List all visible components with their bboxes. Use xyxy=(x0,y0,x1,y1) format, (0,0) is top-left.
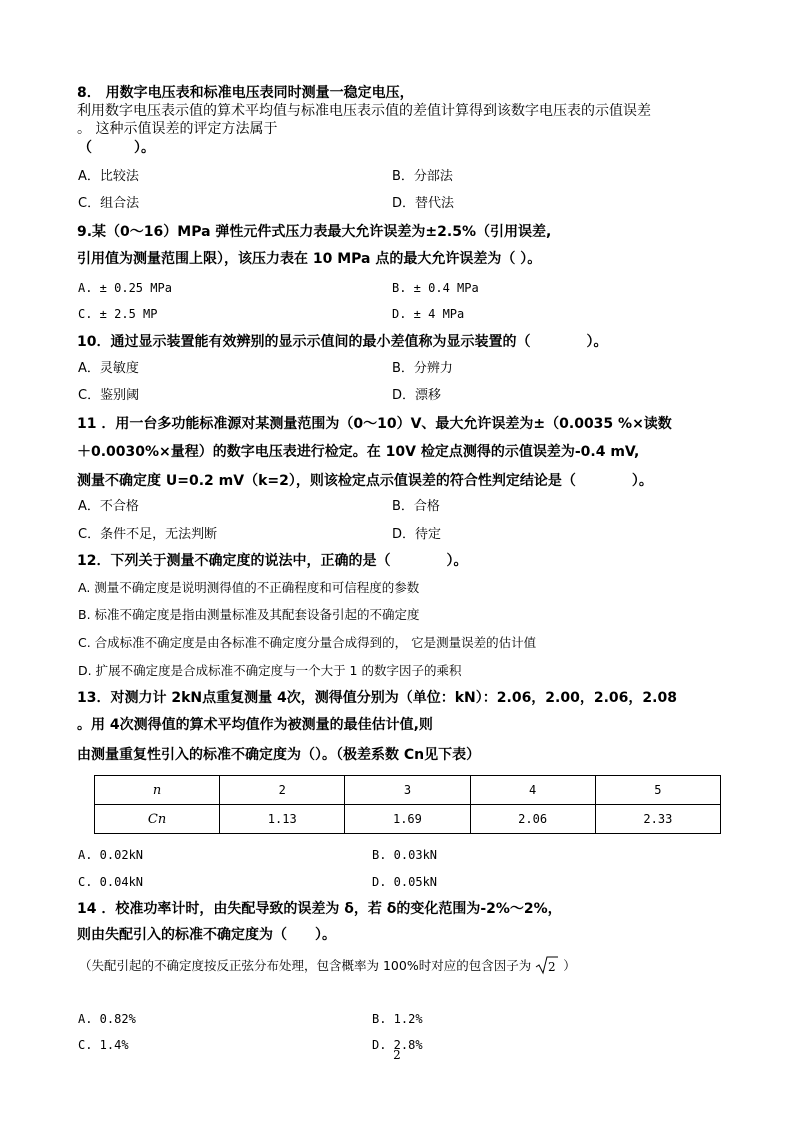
q14-stem-line1: 14 ．校准功率计时，由失配导致的误差为 δ，若 δ的变化范围为-2%～2%， xyxy=(77,901,562,917)
q11-option-d: D．待定 xyxy=(392,527,442,542)
q13-stem-line2: 。用 4次测得值的算术平均值作为被测量的最佳估计值,则 xyxy=(77,717,433,733)
q9-option-c: C. ± 2.5 MP xyxy=(78,307,158,321)
sqrt-icon xyxy=(535,955,559,975)
q8-option-d: D．替代法 xyxy=(392,196,455,211)
q8-stem-line2: 利用数字电压表示值的算术平均值与标准电压表示值的差值计算得到该数字电压表的示值误差 xyxy=(77,103,651,119)
range-coefficient-table xyxy=(94,775,721,834)
q13-option-b: B. 0.03kN xyxy=(372,848,438,862)
q11-stem-line2: ＋0.0030%×量程）的数字电压表进行检定。在 10V 检定点测得的示值误差为-0.4 mV, xyxy=(77,444,640,460)
q12-option-c: C. 合成标准不确定度是由各标准不确定度分量合成得到的， 它是测量误差的估计值 xyxy=(78,635,537,650)
q12-stem: 12．下列关于测量不确定度的说法中，正确的是（ ）。 xyxy=(77,553,468,569)
q9-option-a: A. ± 0.25 MPa xyxy=(78,281,172,295)
q11-stem-line3: 测量不确定度 U=0.2 mV（k=2），则该检定点示值误差的符合性判定结论是（ ）。 xyxy=(77,473,653,489)
q8-stem-line1: 8． 用数字电压表和标准电压表同时测量一稳定电压， xyxy=(77,85,414,101)
table-header-n: n xyxy=(95,776,220,805)
table-cell: 1.69 xyxy=(345,805,470,834)
q8-option-a: A．比较法 xyxy=(78,169,139,184)
q10-option-a: A．灵敏度 xyxy=(78,361,139,376)
table-cell: 1.13 xyxy=(220,805,345,834)
table-row xyxy=(95,776,721,805)
table-cell: 4 xyxy=(470,776,595,805)
q12-option-a: A. 测量不确定度是说明测得值的不正确程度和可信程度的参数 xyxy=(78,580,420,595)
q11-option-b: B．合格 xyxy=(392,499,440,514)
page-number: 2 xyxy=(393,1048,401,1062)
sqrt-expression xyxy=(535,955,559,975)
q8-option-c: C．组合法 xyxy=(78,196,140,211)
q10-option-d: D．漂移 xyxy=(392,388,442,403)
q12-option-b: B. 标准不确定度是指由测量标准及其配套设备引起的不确定度 xyxy=(78,607,420,622)
q11-option-a: A．不合格 xyxy=(78,499,139,514)
q10-option-b: B．分辨力 xyxy=(392,361,453,376)
q10-option-c: C．鉴别阈 xyxy=(78,388,140,403)
q9-stem-line2: 引用值为测量范围上限），该压力表在 10 MPa 点的最大允许误差为（ ）。 xyxy=(77,251,542,267)
q14-option-c: C. 1.4% xyxy=(78,1038,129,1052)
q9-option-b: B. ± 0.4 MPa xyxy=(392,281,479,295)
table-cell: 2 xyxy=(220,776,345,805)
q9-option-d: D. ± 4 MPa xyxy=(392,307,465,321)
q13-option-d: D. 0.05kN xyxy=(372,875,438,889)
q12-option-d: D. 扩展不确定度是合成标准不确定度与一个大于 1 的数字因子的乘积 xyxy=(78,663,462,678)
table-cell: 2.06 xyxy=(470,805,595,834)
q11-option-c: C．条件不足，无法判断 xyxy=(78,527,218,542)
q14-note xyxy=(79,955,576,975)
sqrt-value: 2 xyxy=(548,960,556,974)
q14-note-close: ） xyxy=(563,958,576,973)
table-row xyxy=(95,805,721,834)
table-header-cn: Cn xyxy=(95,805,220,834)
q14-option-b: B. 1.2% xyxy=(372,1012,423,1026)
q13-option-c: C. 0.04kN xyxy=(78,875,144,889)
q10-stem: 10．通过显示装置能有效辨别的显示示值间的最小差值称为显示装置的（ ）。 xyxy=(77,334,608,350)
q14-note-text: （失配引起的不确定度按反正弦分布处理，包含概率为 100%时对应的包含因子为 xyxy=(79,958,532,973)
q14-option-a: A. 0.82% xyxy=(78,1012,136,1026)
q8-blank: （ ）。 xyxy=(78,140,155,156)
q8-stem-line3: 。 这种示值误差的评定方法属于 xyxy=(77,121,278,137)
q8-option-b: B．分部法 xyxy=(392,169,453,184)
table-cell: 3 xyxy=(345,776,470,805)
table-cell: 2.33 xyxy=(595,805,720,834)
q14-option-d: D. 2.8% xyxy=(372,1038,423,1052)
q14-stem-line2: 则由失配引入的标准不确定度为（ ）。 xyxy=(77,927,336,943)
q11-stem-line1: 11 ．用一台多功能标准源对某测量范围为（0～10）V、最大允许误差为±（0.0035 %×读数 xyxy=(77,416,672,432)
q13-option-a: A. 0.02kN xyxy=(78,848,144,862)
q13-stem-line1: 13．对测力计 2kN点重复测量 4次，测得值分别为（单位：kN）：2.06，2.00，2.06，2.08 xyxy=(77,690,677,706)
q9-stem-line1: 9.某（0～16）MPa 弹性元件式压力表最大允许误差为±2.5%（引用误差, xyxy=(77,224,552,240)
q13-stem-line3: 由测量重复性引入的标准不确定度为（）。（极差系数 Cn见下表） xyxy=(77,747,481,763)
table-cell: 5 xyxy=(595,776,720,805)
